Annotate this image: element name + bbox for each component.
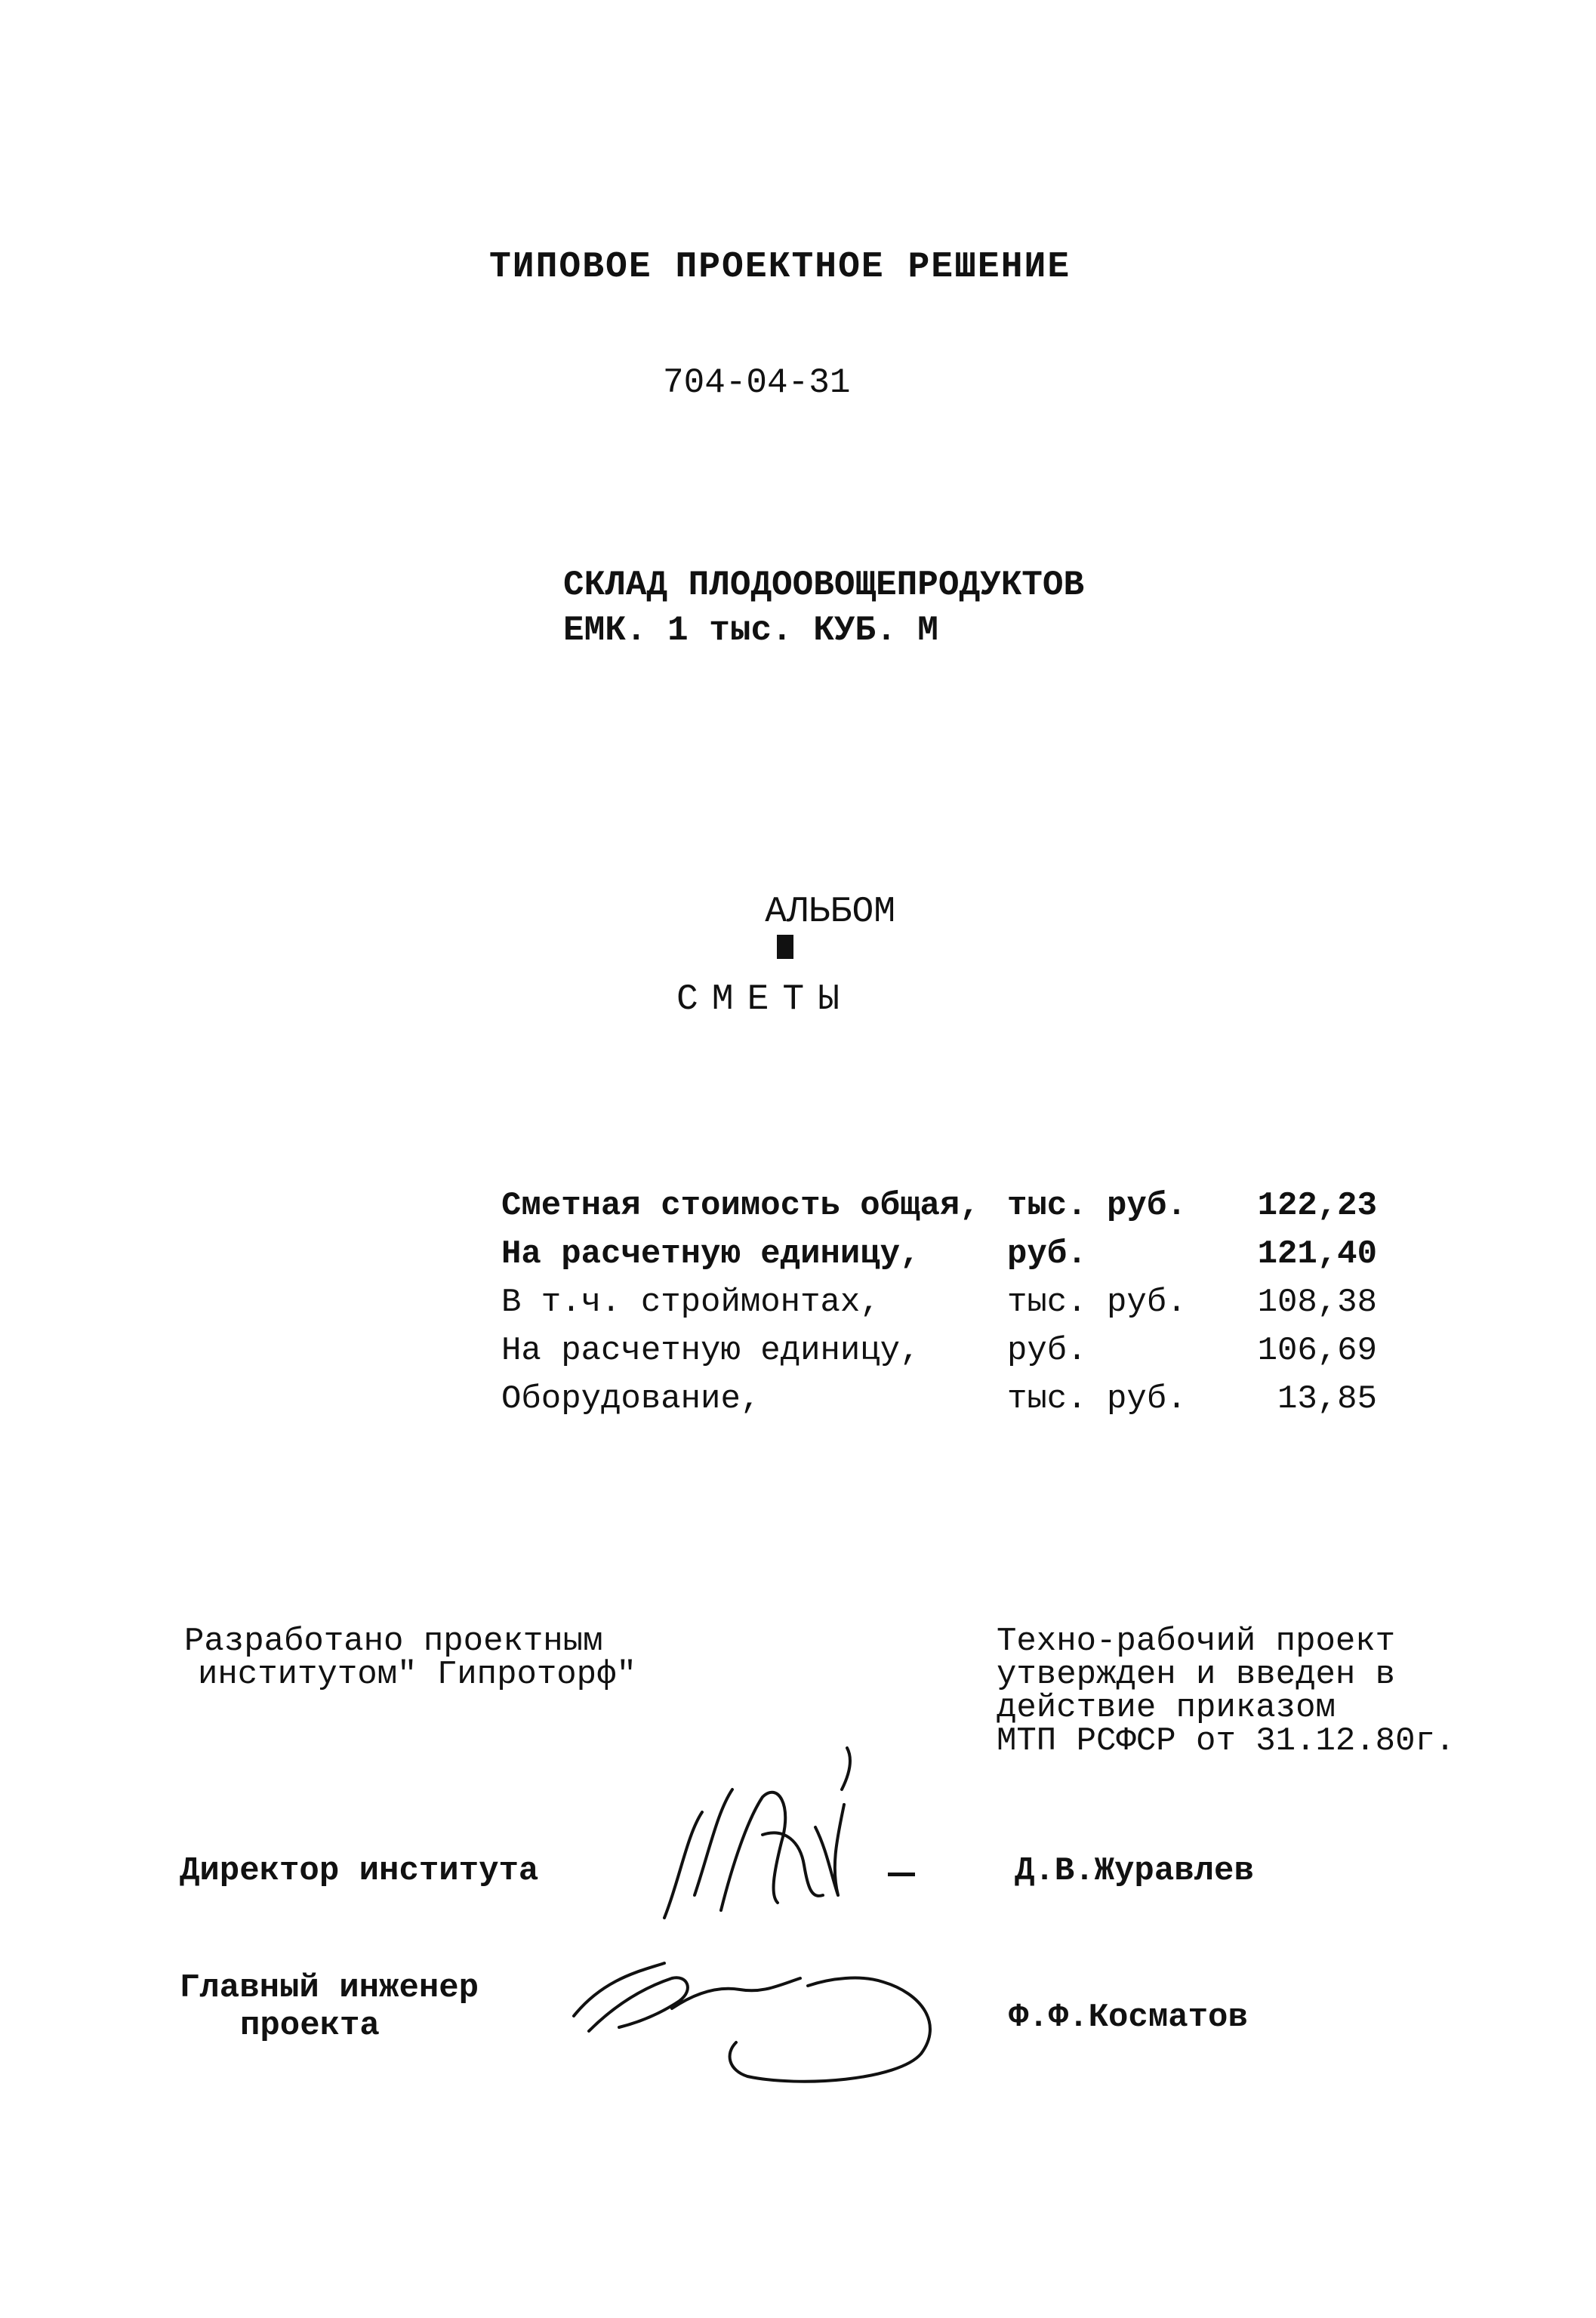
section-title: СМЕТЫ — [676, 979, 854, 1020]
signatory-role-line: проекта — [240, 2007, 380, 2045]
cost-value: 108,38 — [1257, 1284, 1377, 1321]
signatory-name-chief-engineer: Ф.Ф.Косматов — [1009, 1999, 1248, 2036]
cost-value: 122,23 — [1257, 1187, 1377, 1225]
cost-label: На расчетную единицу, — [501, 1332, 920, 1370]
signature-dash — [888, 1873, 915, 1876]
cost-row — [501, 1380, 1377, 1429]
object-name: СКЛАД ПЛОДООВОЩЕПРОДУКТОВ — [563, 566, 1085, 605]
object-capacity: ЕМК. 1 тыс. КУБ. М — [563, 611, 938, 650]
cost-summary-table — [501, 1187, 1377, 1429]
project-code: 704-04-31 — [663, 363, 851, 402]
signatory-role-director: Директор института — [180, 1852, 539, 1890]
signature-director — [649, 1744, 898, 1933]
developer-block — [184, 1623, 636, 1694]
signature-chief-engineer — [559, 1933, 951, 2099]
cost-value: 121,40 — [1257, 1235, 1377, 1273]
cost-unit: руб. — [1007, 1235, 1087, 1273]
approval-line: МТП РСФСР от 31.12.80г. — [997, 1722, 1456, 1760]
cost-unit: тыс. руб. — [1007, 1187, 1187, 1225]
cost-row — [501, 1332, 1377, 1380]
signatory-role-line: Главный инженер — [180, 1969, 479, 2007]
signatory-name-director: Д.В.Журавлев — [1015, 1852, 1254, 1890]
developer-line: институтом" Гипроторф" — [198, 1656, 636, 1694]
album-number-mark — [777, 935, 793, 959]
cost-value: 106,69 — [1257, 1332, 1377, 1370]
approval-line: Техно-рабочий проект — [997, 1623, 1396, 1660]
cost-label: Сметная стоимость общая, — [501, 1187, 980, 1225]
cost-label: В т.ч. строймонтах, — [501, 1284, 880, 1321]
approval-line: утвержден и введен в — [997, 1656, 1396, 1694]
approval-block — [997, 1625, 1455, 1758]
cost-label: На расчетную единицу, — [501, 1235, 920, 1273]
cost-row — [501, 1284, 1377, 1332]
document-type-title: ТИПОВОЕ ПРОЕКТНОЕ РЕШЕНИЕ — [489, 247, 1071, 288]
cost-unit: тыс. руб. — [1007, 1380, 1187, 1418]
album-label: АЛЬБОМ — [765, 892, 896, 932]
cost-unit: тыс. руб. — [1007, 1284, 1187, 1321]
developer-line: Разработано проектным — [184, 1623, 603, 1660]
signatory-role-chief-engineer — [180, 1969, 479, 2045]
cost-row — [501, 1235, 1377, 1284]
cost-value: 13,85 — [1277, 1380, 1377, 1418]
cost-row — [501, 1187, 1377, 1235]
cost-label: Оборудование, — [501, 1380, 761, 1418]
cost-unit: руб. — [1007, 1332, 1087, 1370]
approval-line: действие приказом — [997, 1689, 1336, 1727]
